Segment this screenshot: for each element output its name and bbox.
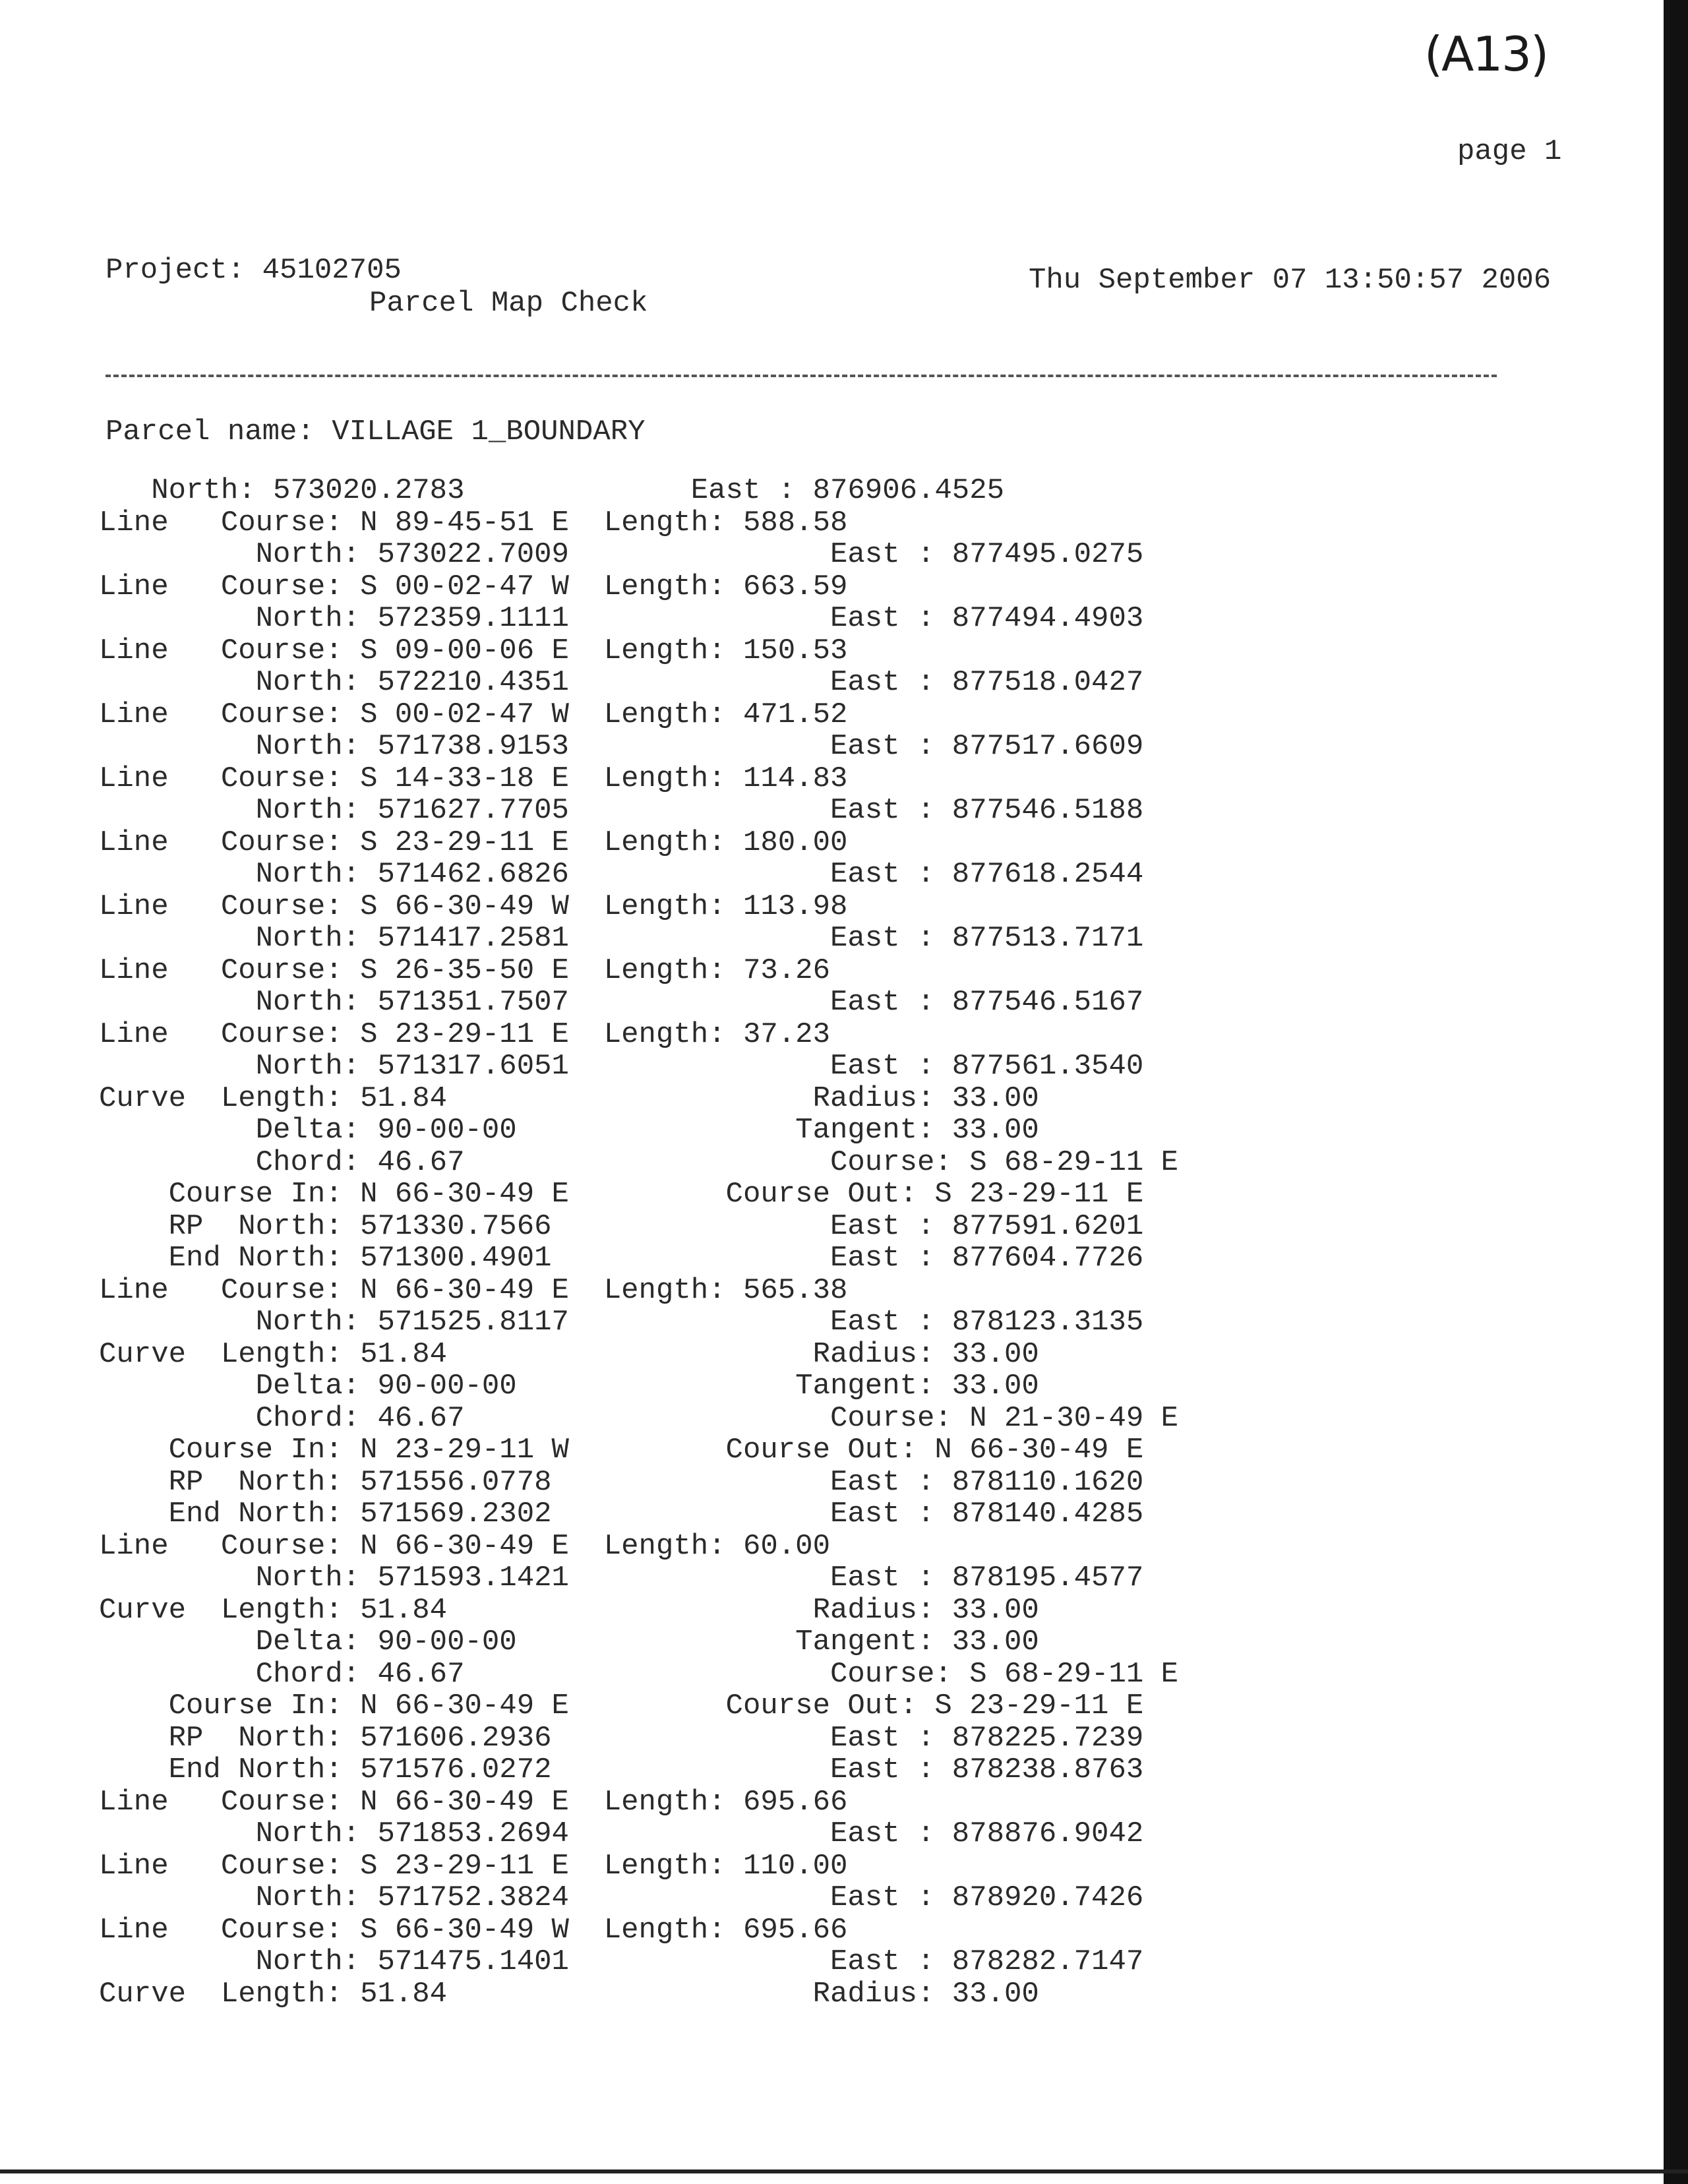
traverse-line: North: 572359.1111 East : 877494.4903 [99, 602, 1144, 635]
traverse-line: Chord: 46.67 Course: S 68-29-11 E [99, 1657, 1179, 1691]
traverse-line: Line Course: S 09-00-06 E Length: 150.53 [99, 634, 848, 667]
traverse-line: Course In: N 23-29-11 W Course Out: N 66-30-49 E [99, 1434, 1144, 1467]
traverse-line: Line Course: S 66-30-49 W Length: 113.98 [99, 890, 848, 923]
traverse-line: End North: 571300.4901 East : 877604.7726 [99, 1242, 1144, 1275]
report-timestamp: Thu September 07 13:50:57 2006 [1029, 264, 1552, 297]
traverse-line: Line Course: S 26-35-50 E Length: 73.26 [99, 954, 830, 987]
traverse-line: North: 571417.2581 East : 877513.7171 [99, 922, 1144, 955]
traverse-line: Line Course: N 66-30-49 E Length: 60.00 [99, 1529, 830, 1563]
traverse-line: North: 572210.4351 East : 877518.0427 [99, 666, 1144, 699]
traverse-line: North: 571475.1401 East : 878282.7147 [99, 1945, 1144, 1978]
dashed-divider [106, 375, 1497, 377]
traverse-line: North: 571593.1421 East : 878195.4577 [99, 1562, 1144, 1594]
traverse-line: Curve Length: 51.84 Radius: 33.00 [99, 1977, 1039, 2011]
project-id: Project: 45102705 [106, 254, 402, 287]
traverse-line: North: 571351.7507 East : 877546.5167 [99, 986, 1144, 1019]
traverse-line: Line Course: S 66-30-49 W Length: 695.66 [99, 1913, 848, 1947]
traverse-line: Delta: 90-00-00 Tangent: 33.00 [99, 1370, 1039, 1403]
traverse-line: Curve Length: 51.84 Radius: 33.00 [99, 1593, 1039, 1627]
traverse-line: End North: 571569.2302 East : 878140.4285 [99, 1498, 1144, 1531]
traverse-line: End North: 571576.0272 East : 878238.8763 [99, 1753, 1144, 1786]
traverse-line: RP North: 571330.7566 East : 877591.6201 [99, 1209, 1144, 1243]
page-number: page 1 [1457, 135, 1562, 168]
traverse-line: Line Course: S 23-29-11 E Length: 180.00 [99, 826, 848, 859]
parcel-name: Parcel name: VILLAGE 1_BOUNDARY [106, 415, 646, 448]
traverse-line: Line Course: S 23-29-11 E Length: 37.23 [99, 1017, 830, 1051]
traverse-line: North: 571738.9153 East : 877517.6609 [99, 730, 1144, 763]
traverse-line: Line Course: S 23-29-11 E Length: 110.00 [99, 1849, 848, 1883]
traverse-line: RP North: 571556.0778 East : 878110.1620 [99, 1465, 1144, 1499]
traverse-line: Line Course: S 00-02-47 W Length: 471.52 [99, 698, 848, 731]
traverse-line: North: 571462.6826 East : 877618.2544 [99, 858, 1144, 891]
traverse-line: Chord: 46.67 Course: N 21-30-49 E [99, 1401, 1179, 1435]
traverse-line: North: 571627.7705 East : 877546.5188 [99, 794, 1144, 827]
traverse-line: Line Course: N 89-45-51 E Length: 588.58 [99, 506, 848, 539]
traverse-line: Delta: 90-00-00 Tangent: 33.00 [99, 1625, 1039, 1658]
traverse-line: Delta: 90-00-00 Tangent: 33.00 [99, 1114, 1039, 1147]
traverse-line: Curve Length: 51.84 Radius: 33.00 [99, 1081, 1039, 1115]
report-title: Parcel Map Check [369, 287, 648, 320]
traverse-line: Line Course: N 66-30-49 E Length: 695.66 [99, 1785, 848, 1819]
traverse-line: North: 573020.2783 East : 876906.4525 [99, 474, 1005, 507]
traverse-line: North: 571853.2694 East : 878876.9042 [99, 1817, 1144, 1850]
scan-edge-bottom [0, 2169, 1688, 2173]
traverse-listing [99, 475, 1178, 2010]
traverse-line: RP North: 571606.2936 East : 878225.7239 [99, 1721, 1144, 1755]
scan-edge-right [1664, 0, 1688, 2184]
handwritten-annotation: (A13) [1424, 26, 1548, 82]
traverse-line: North: 571317.6051 East : 877561.3540 [99, 1050, 1144, 1083]
traverse-line: Line Course: S 14-33-18 E Length: 114.83 [99, 762, 848, 795]
traverse-line: Line Course: N 66-30-49 E Length: 565.38 [99, 1273, 848, 1307]
traverse-line: Line Course: S 00-02-47 W Length: 663.59 [99, 570, 848, 603]
traverse-line: Course In: N 66-30-49 E Course Out: S 23-29-11 E [99, 1178, 1144, 1211]
traverse-line: North: 571525.8117 East : 878123.3135 [99, 1306, 1144, 1339]
traverse-line: North: 573022.7009 East : 877495.0275 [99, 538, 1144, 571]
traverse-line: Curve Length: 51.84 Radius: 33.00 [99, 1337, 1039, 1371]
traverse-line: Chord: 46.67 Course: S 68-29-11 E [99, 1145, 1179, 1179]
traverse-line: Course In: N 66-30-49 E Course Out: S 23-29-11 E [99, 1689, 1144, 1722]
traverse-line: North: 571752.3824 East : 878920.7426 [99, 1881, 1144, 1914]
